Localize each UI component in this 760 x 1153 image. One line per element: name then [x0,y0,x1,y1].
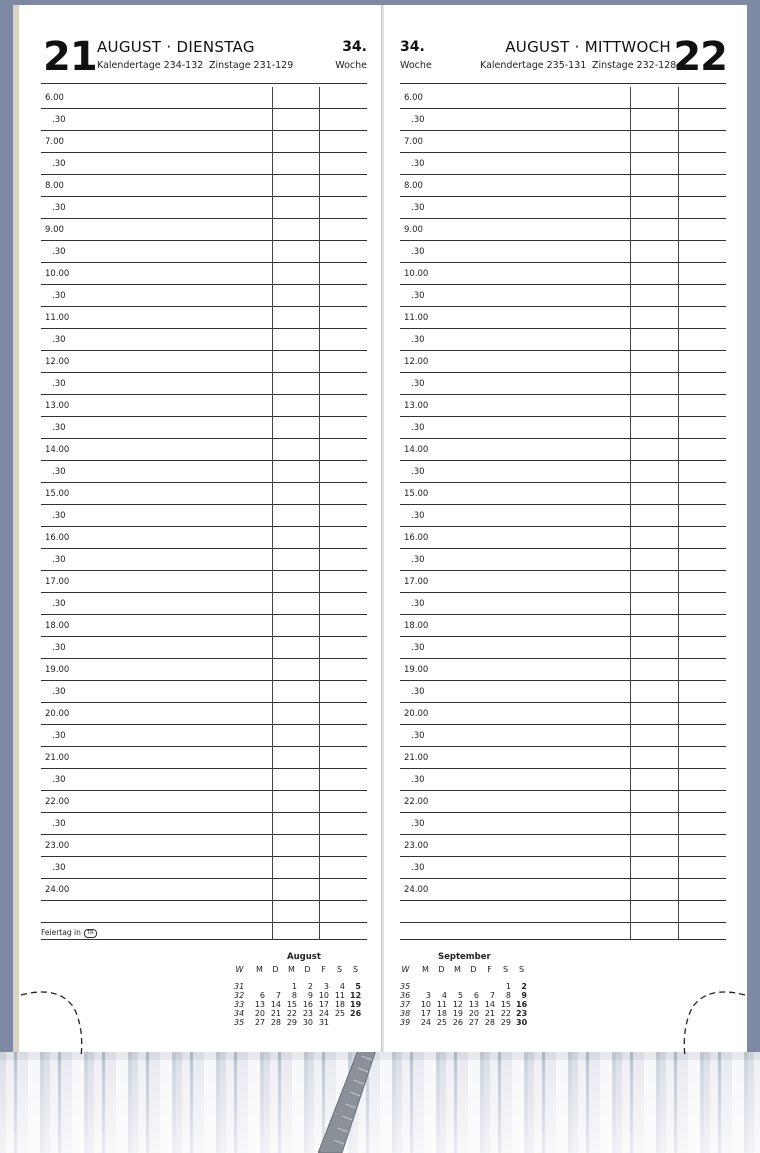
date-cell[interactable]: 10 [318,991,329,1000]
date-cell[interactable]: 11 [436,1000,447,1009]
time-label: .30 [411,599,425,609]
week-number-cell: 31 [234,982,245,991]
time-label: 7.00 [404,137,423,147]
date-cell[interactable]: 15 [286,1000,297,1009]
time-label: 10.00 [45,269,70,279]
time-label: .30 [411,511,425,521]
date-cell[interactable]: 6 [473,991,479,1000]
corner-curve-decoration [19,983,99,1059]
date-cell[interactable]: 16 [516,1000,528,1009]
time-label: .30 [52,643,66,653]
feiertag-label: Feiertag in [41,928,81,937]
date-cell[interactable]: 24 [318,1009,329,1018]
time-label: 7.00 [45,137,64,147]
date-cell[interactable]: 4 [339,982,345,991]
week-number-cell: 35 [234,1018,245,1027]
week-label: Woche [400,60,432,71]
date-cell[interactable]: 30 [516,1018,528,1027]
date-cell[interactable]: 5 [355,982,361,991]
date-cell[interactable]: 14 [270,1000,281,1009]
time-label: .30 [411,775,425,785]
time-label: .30 [411,159,425,169]
weekday-header: M [256,965,263,974]
grid-bottom-rule [400,939,726,940]
zinstage-text: Zinstage 231-129 [209,60,294,71]
week-number-cell: 39 [400,1018,411,1027]
date-cell[interactable]: 28 [484,1018,495,1027]
date-cell[interactable]: 12 [350,991,362,1000]
weekday-header: S [502,965,509,974]
date-cell[interactable]: 26 [350,1009,362,1018]
bookmark-ribbon[interactable] [318,1050,376,1153]
time-label: 9.00 [404,225,423,235]
time-label: .30 [52,335,66,345]
header-rule [400,83,726,84]
time-label: .30 [52,115,66,125]
time-label: 13.00 [45,401,70,411]
background-fade [0,1052,760,1153]
feiertag-badge: TR [84,929,97,938]
date-cell[interactable]: 29 [286,1018,297,1027]
column-divider [678,87,679,939]
kalendertage-text: Kalendertage 234-132 [97,60,204,71]
date-cell[interactable]: 6 [259,991,265,1000]
weekday-header: M [454,965,461,974]
time-label: .30 [411,203,425,213]
week-number-cell: 34 [234,1009,245,1018]
time-label: 23.00 [404,841,429,851]
time-label: .30 [411,555,425,565]
left-page [13,5,382,1052]
weekday-header: W [401,965,410,974]
time-label: 13.00 [404,401,429,411]
time-label: .30 [52,247,66,257]
time-label: 21.00 [45,753,70,763]
date-cell[interactable]: 19 [452,1009,463,1018]
time-label: .30 [52,423,66,433]
day-number: 21 [43,34,97,80]
date-cell[interactable]: 29 [500,1018,511,1027]
date-cell[interactable]: 1 [291,982,297,991]
date-cell[interactable]: 2 [307,982,313,991]
time-label: .30 [411,291,425,301]
date-title: AUGUST · DIENSTAG [97,38,255,56]
date-cell[interactable]: 27 [254,1018,265,1027]
date-cell[interactable]: 15 [500,1000,511,1009]
grid-bottom-rule [41,939,367,940]
date-cell[interactable]: 18 [334,1000,345,1009]
date-cell[interactable]: 17 [318,1000,329,1009]
time-label: 15.00 [45,489,70,499]
right-page [384,5,747,1052]
time-label: 11.00 [404,313,429,323]
date-cell[interactable]: 30 [302,1018,313,1027]
time-label: .30 [52,555,66,565]
time-label: 24.00 [45,885,70,895]
weekday-header: D [304,965,311,974]
week-number-cell: 38 [400,1009,411,1018]
date-cell[interactable]: 4 [441,991,447,1000]
weekday-header: F [487,965,492,974]
time-label: .30 [52,159,66,169]
week-number-cell: 36 [400,991,411,1000]
column-divider [630,87,631,939]
weekday-header: M [288,965,295,974]
time-label: 20.00 [45,709,70,719]
time-label: .30 [411,335,425,345]
time-label: 8.00 [45,181,64,191]
date-cell[interactable]: 5 [457,991,463,1000]
date-cell[interactable]: 2 [521,982,527,991]
time-label: 19.00 [404,665,429,675]
week-number-cell: 32 [234,991,245,1000]
weekday-header: S [352,965,359,974]
time-label: 10.00 [404,269,429,279]
week-number: 34. [342,39,367,55]
week-label: Woche [335,60,367,71]
date-cell[interactable]: 31 [318,1018,329,1027]
date-cell[interactable]: 13 [468,1000,479,1009]
date-cell[interactable]: 20 [468,1009,479,1018]
date-cell[interactable]: 13 [254,1000,265,1009]
weekday-header: F [321,965,326,974]
time-label: .30 [411,467,425,477]
date-cell[interactable]: 12 [452,1000,463,1009]
weekday-header: S [518,965,525,974]
date-cell[interactable]: 25 [334,1009,345,1018]
time-label: .30 [411,687,425,697]
time-label: 19.00 [45,665,70,675]
date-cell[interactable]: 20 [254,1009,265,1018]
time-label: 6.00 [45,93,64,103]
time-label: 20.00 [404,709,429,719]
time-label: 17.00 [45,577,70,587]
date-cell[interactable]: 9 [521,991,527,1000]
date-cell[interactable]: 17 [420,1009,431,1018]
date-cell[interactable]: 18 [436,1009,447,1018]
date-cell[interactable]: 3 [323,982,329,991]
weekday-header: W [235,965,244,974]
date-title: AUGUST · MITTWOCH [505,38,671,56]
time-label: .30 [411,819,425,829]
date-cell[interactable]: 22 [286,1009,297,1018]
date-cell[interactable]: 22 [500,1009,511,1018]
date-cell[interactable]: 1 [505,982,511,991]
time-label: 9.00 [45,225,64,235]
week-number-cell: 35 [400,982,411,991]
zinstage-text: Zinstage 232-128 [592,60,677,71]
time-label: .30 [411,643,425,653]
time-label: .30 [411,247,425,257]
column-divider [319,87,320,939]
month-name: September [438,952,491,962]
date-cell[interactable]: 3 [425,991,431,1000]
time-label: .30 [52,379,66,389]
date-cell[interactable]: 25 [436,1018,447,1027]
time-label: .30 [411,115,425,125]
column-divider [272,87,273,939]
time-label: 15.00 [404,489,429,499]
day-number: 22 [673,34,727,80]
time-label: .30 [52,731,66,741]
date-cell[interactable]: 19 [350,1000,362,1009]
time-label: 23.00 [45,841,70,851]
date-cell[interactable]: 26 [452,1018,463,1027]
date-cell[interactable]: 24 [420,1018,431,1027]
time-label: 14.00 [45,445,70,455]
date-cell[interactable]: 8 [505,991,511,1000]
date-cell[interactable]: 9 [307,991,313,1000]
time-label: 22.00 [45,797,70,807]
date-cell[interactable]: 23 [302,1009,313,1018]
time-label: .30 [52,819,66,829]
time-label: 16.00 [404,533,429,543]
date-cell[interactable]: 21 [270,1009,281,1018]
time-label: 14.00 [404,445,429,455]
time-label: .30 [52,467,66,477]
date-cell[interactable]: 28 [270,1018,281,1027]
date-cell[interactable]: 27 [468,1018,479,1027]
time-label: 17.00 [404,577,429,587]
time-label: 18.00 [404,621,429,631]
header-rule [41,83,367,84]
corner-curve-decoration [667,983,747,1059]
week-number-cell: 33 [234,1000,245,1009]
mini-calendar-august [234,952,374,1032]
time-label: .30 [411,863,425,873]
time-label: 24.00 [404,885,429,895]
mini-calendar-september [400,952,540,1032]
weekday-header: M [422,965,429,974]
month-name: August [287,952,321,962]
time-label: 16.00 [45,533,70,543]
time-label: .30 [52,203,66,213]
time-label: .30 [52,511,66,521]
time-label: 22.00 [404,797,429,807]
time-label: 12.00 [45,357,70,367]
kalendertage-text: Kalendertage 235-131 [480,60,587,71]
feiertag-note [41,928,97,938]
time-label: .30 [52,291,66,301]
weekday-header: D [272,965,279,974]
date-cell[interactable]: 10 [420,1000,431,1009]
time-label: 12.00 [404,357,429,367]
date-cell[interactable]: 14 [484,1000,495,1009]
time-label: 21.00 [404,753,429,763]
time-label: .30 [411,379,425,389]
time-label: .30 [52,775,66,785]
date-cell[interactable]: 11 [334,991,345,1000]
date-cell[interactable]: 8 [291,991,297,1000]
time-label: .30 [52,863,66,873]
time-label: .30 [52,687,66,697]
weekday-header: D [438,965,445,974]
week-number: 34. [400,39,425,55]
date-cell[interactable]: 7 [275,991,281,1000]
weekday-header: D [470,965,477,974]
time-label: 11.00 [45,313,70,323]
time-label: 6.00 [404,93,423,103]
date-cell[interactable]: 21 [484,1009,495,1018]
date-cell[interactable]: 16 [302,1000,313,1009]
weekday-header: S [336,965,343,974]
time-label: .30 [52,599,66,609]
week-number-cell: 37 [400,1000,411,1009]
time-label: 8.00 [404,181,423,191]
date-cell[interactable]: 23 [516,1009,528,1018]
date-cell[interactable]: 7 [489,991,495,1000]
time-label: 18.00 [45,621,70,631]
time-label: .30 [411,423,425,433]
time-label: .30 [411,731,425,741]
